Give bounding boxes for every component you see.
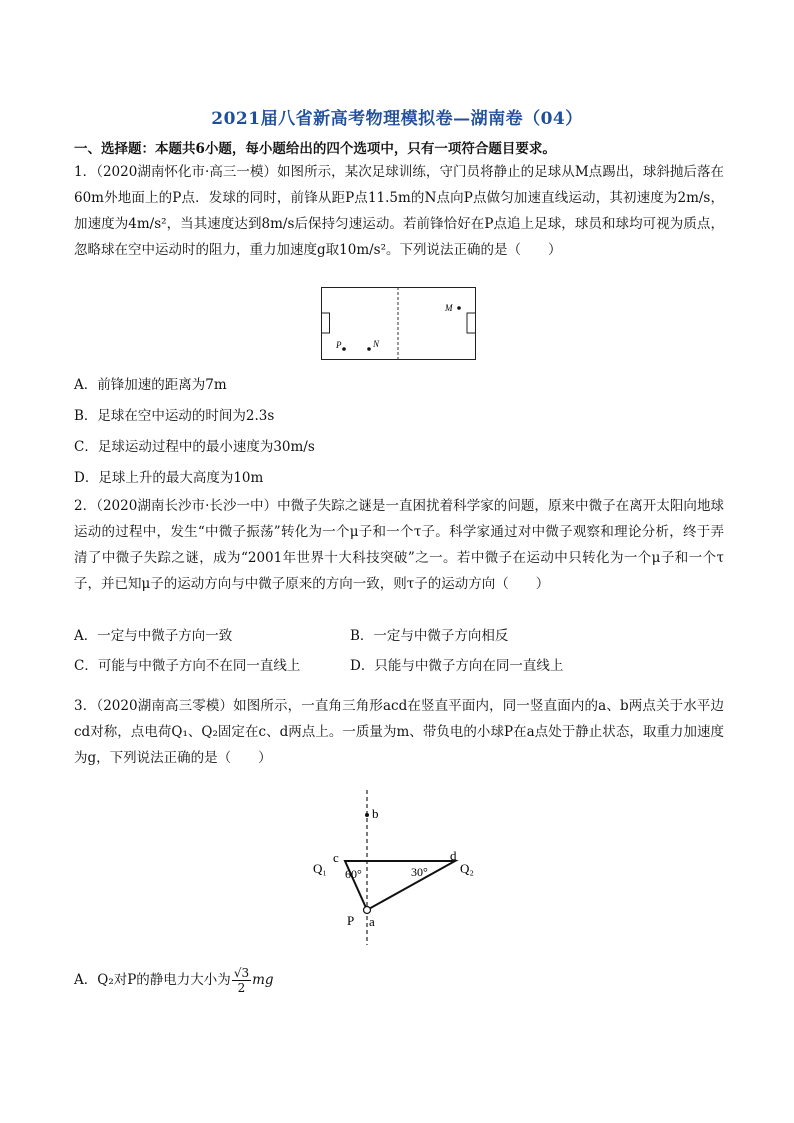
q2-stem: 2．（2020湖南长沙市·长沙一中）中微子失踪之谜是一直困扰着科学家的问题，原来中微子在离开太阳向地球运动的过程中，发生“中微子振荡”转化为一个μ子和一个τ子。科学家通过对中微子观察和理论分析，终于弄清了中微子失踪之谜，成为“2001年世界十大科技突破”之一。若中微子在运动中只转化为一个μ子和一个τ子，并已知μ子的运动方向与中微子原来的方向一致，则τ子的运动方向（ ） bbox=[74, 498, 724, 592]
q2-option-a: A．一定与中微子方向一致 bbox=[74, 628, 233, 644]
label-b: b bbox=[372, 806, 379, 821]
point-n bbox=[367, 347, 371, 351]
label-n: N bbox=[373, 339, 380, 349]
q2-option-c: C．可能与中微子方向不在同一直线上 bbox=[74, 658, 301, 674]
angle-60: 60° bbox=[345, 867, 362, 881]
section-header: 一、选择题：本题共6小题，每小题给出的四个选项中，只有一项符合题目要求。 bbox=[74, 141, 556, 157]
label-p: P bbox=[336, 340, 342, 350]
label-p: P bbox=[347, 913, 355, 928]
label-d: d bbox=[450, 848, 457, 863]
q3-stem: 3．（2020湖南高三零模）如图所示，一直角三角形acd在竖直平面内，同一竖直面内的a、b两点关于水平边cd对称，点电荷Q₁、Q₂固定在c、d两点上。一质量为m、带负电的小球P在a点处于静止状态，取重力加速度为g，下列说法正确的是（ ） bbox=[74, 698, 724, 766]
q3-option-a-prefix: A．Q₂对P的静电力大小为 bbox=[74, 972, 231, 988]
label-c: c bbox=[333, 850, 339, 865]
fraction bbox=[232, 966, 251, 995]
left-goal bbox=[322, 313, 330, 333]
page-title: 2021届八省新高考物理模拟卷—湖南卷（04） bbox=[211, 109, 583, 129]
q2-option-d: D．只能与中微子方向在同一直线上 bbox=[350, 658, 564, 674]
q3-option-a-suffix: mg bbox=[252, 972, 274, 988]
q1-stem: 1．（2020湖南怀化市·高三一模）如图所示，某次足球训练，守门员将静止的足球从M点踢出，球斜抛后落在60m外地面上的P点．发球的同时，前锋从距P点11.5m的N点向P点做匀加速直线运动，其初速度为2m/s，加速度为4m/s²，当其速度达到8m/s后保持匀速运动。若前锋恰好在P点追上足球，球员和球均可视为质点，忽略球在空中运动时的阻力，重力加速度g取10m/s²。下列说法正确的是（ ） bbox=[74, 164, 724, 258]
q1-option-b: B．足球在空中运动的时间为2.3s bbox=[74, 408, 275, 424]
right-goal bbox=[467, 313, 476, 333]
q1-figure-soccer-field bbox=[321, 287, 476, 361]
label-a: a bbox=[369, 914, 375, 929]
angle-30: 30° bbox=[411, 865, 428, 879]
q2-option-b: B．一定与中微子方向相反 bbox=[350, 628, 509, 644]
q1-option-c: C．足球运动过程中的最小速度为30m/s bbox=[74, 439, 315, 455]
ball-p bbox=[364, 907, 371, 914]
q3-figure-triangle bbox=[305, 785, 485, 950]
point-p bbox=[342, 347, 346, 351]
fraction-denominator: 2 bbox=[237, 981, 246, 995]
label-m: M bbox=[445, 303, 453, 313]
fraction-numerator: √3 bbox=[233, 966, 250, 980]
label-q2: Q₂ bbox=[460, 861, 474, 876]
point-m bbox=[457, 306, 461, 310]
q1-option-d: D．足球上升的最大高度为10m bbox=[74, 470, 264, 486]
label-q1: Q₁ bbox=[313, 861, 327, 876]
q3-option-a bbox=[74, 966, 274, 995]
q1-option-a: A．前锋加速的距离为7m bbox=[74, 377, 227, 393]
point-b bbox=[365, 813, 369, 817]
